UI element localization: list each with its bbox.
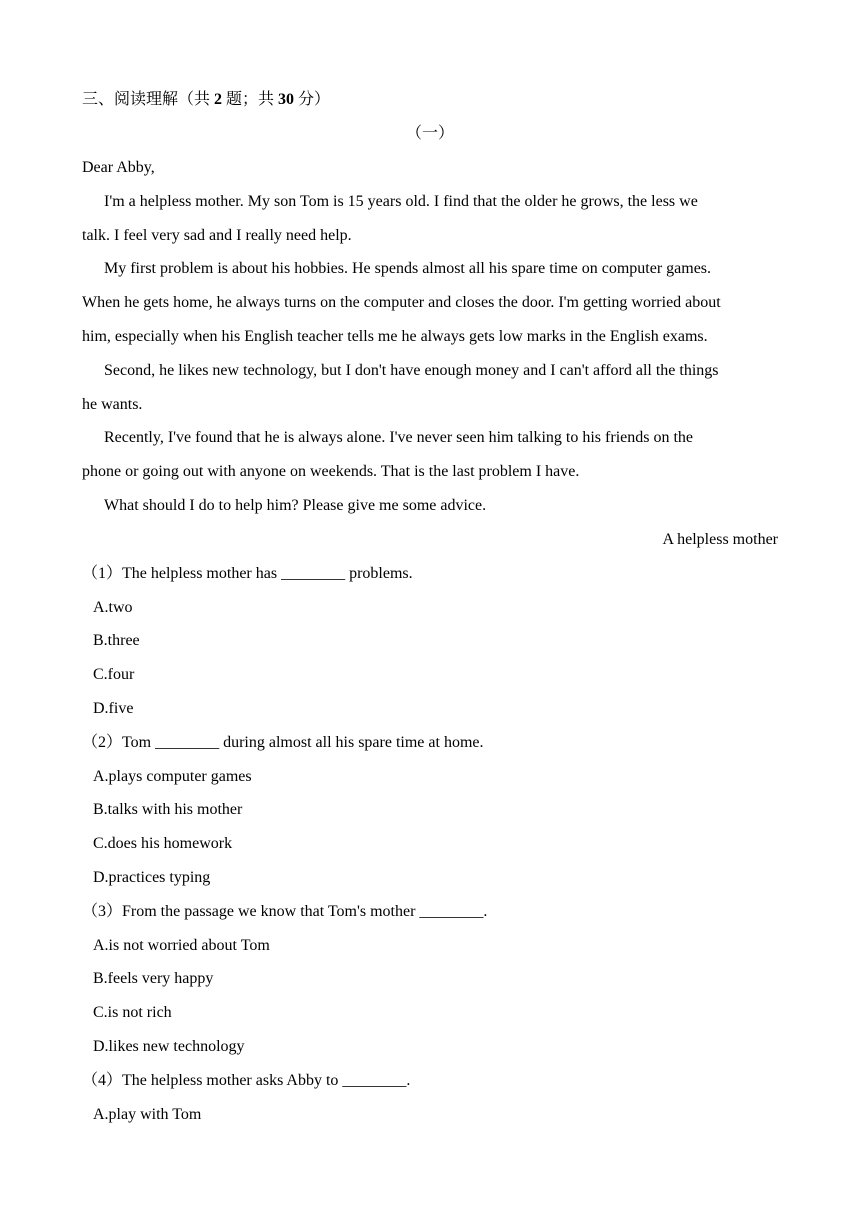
letter-line: he wants.	[82, 396, 143, 413]
question-stem: （3）From the passage we know that Tom's mother ________.	[82, 903, 488, 920]
letter-signature: A helpless mother	[662, 531, 778, 548]
answer-option[interactable]: A.two	[93, 599, 133, 616]
answer-option[interactable]: A.plays computer games	[93, 768, 252, 785]
letter-line: What should I do to help him? Please give me some advice.	[104, 497, 487, 514]
answer-option[interactable]: A.is not worried about Tom	[93, 937, 270, 954]
answer-option[interactable]: D.likes new technology	[93, 1038, 245, 1055]
answer-option[interactable]: B.three	[93, 632, 140, 649]
answer-option[interactable]: A.play with Tom	[93, 1106, 202, 1123]
letter-line: him, especially when his English teacher tells me he always gets low marks in the English exams.	[82, 328, 708, 345]
letter-line: talk. I feel very sad and I really need help.	[82, 227, 352, 244]
question-stem: （4）The helpless mother asks Abby to ________.	[82, 1072, 411, 1089]
letter-line: Recently, I've found that he is always alone. I've never seen him talking to his friends on the	[104, 429, 694, 446]
letter-line: Second, he likes new technology, but I don't have enough money and I can't afford all the things	[104, 362, 719, 379]
answer-option[interactable]: D.five	[93, 700, 134, 717]
answer-option[interactable]: B.feels very happy	[93, 970, 214, 987]
question-stem: （1）The helpless mother has ________ problems.	[82, 565, 413, 582]
letter-line: When he gets home, he always turns on the computer and closes the door. I'm getting worried about	[82, 294, 721, 311]
answer-option[interactable]: C.does his homework	[93, 835, 233, 852]
passage-number: （一）	[405, 125, 454, 142]
letter-line: I'm a helpless mother. My son Tom is 15 years old. I find that the older he grows, the less we	[104, 193, 698, 210]
answer-option[interactable]: C.is not rich	[93, 1004, 172, 1021]
answer-option[interactable]: C.four	[93, 666, 135, 683]
answer-option[interactable]: B.talks with his mother	[93, 801, 243, 818]
section-title: 三、阅读理解（共 2 题；共 30 分）	[82, 91, 331, 108]
question-stem: （2）Tom ________ during almost all his spare time at home.	[82, 734, 484, 751]
letter-salutation: Dear Abby,	[82, 159, 155, 176]
letter-line: phone or going out with anyone on weekends. That is the last problem I have.	[82, 463, 580, 480]
letter-line: My first problem is about his hobbies. He spends almost all his spare time on computer games.	[104, 260, 712, 277]
answer-option[interactable]: D.practices typing	[93, 869, 211, 886]
